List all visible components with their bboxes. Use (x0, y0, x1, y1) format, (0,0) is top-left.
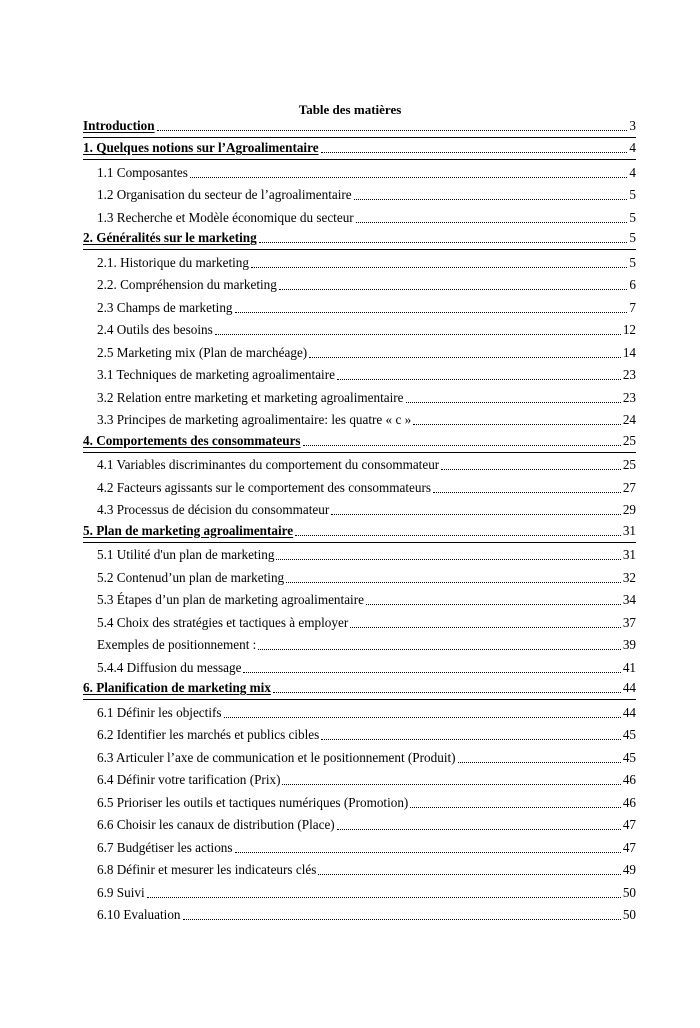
toc-entry-link[interactable] (97, 772, 636, 790)
dot-leader (433, 491, 621, 493)
dot-leader (190, 176, 628, 178)
toc-entry[interactable] (83, 745, 636, 768)
toc-entry-page-number: 25 (622, 457, 636, 472)
toc-entry[interactable] (83, 813, 636, 836)
toc-entry-link[interactable] (83, 680, 636, 700)
toc-entry[interactable] (83, 610, 636, 633)
toc-entry[interactable] (83, 453, 636, 476)
toc-entry-page-number: 47 (622, 839, 636, 855)
toc-entry-link[interactable] (97, 705, 636, 723)
dot-leader (458, 761, 621, 763)
toc-entry-link[interactable] (97, 615, 636, 633)
toc-entry[interactable] (83, 633, 636, 656)
toc-entry-page-number: 5 (629, 254, 636, 270)
toc-entry-label: 5.4.4 Diffusion du message (97, 659, 242, 675)
toc-entry[interactable] (83, 520, 636, 543)
toc-entry-label: 2.5 Marketing mix (Plan de marchéage) (97, 344, 308, 360)
toc-entry-link[interactable] (83, 230, 636, 250)
toc-entry[interactable] (83, 138, 636, 161)
toc-entry-link[interactable] (97, 165, 636, 183)
dot-leader (183, 918, 621, 920)
toc-entry[interactable] (83, 340, 636, 363)
toc-entry-link[interactable] (97, 660, 636, 678)
toc-entry-label: 6.6 Choisir les canaux de distribution (Place) (97, 817, 335, 832)
toc-entry[interactable] (83, 115, 636, 138)
table-of-contents (83, 115, 636, 925)
toc-entry[interactable] (83, 430, 636, 453)
toc-entry[interactable] (83, 858, 636, 881)
toc-entry-page-number: 41 (622, 659, 636, 675)
toc-entry-page-number: 37 (622, 614, 636, 630)
toc-entry-page-number: 31 (622, 547, 636, 562)
toc-entry-page-number: 6 (629, 277, 636, 292)
toc-entry-page-number: 46 (622, 794, 636, 810)
dot-leader (279, 288, 628, 290)
toc-entry[interactable] (83, 408, 636, 431)
toc-entry-label: 6.5 Prioriser les outils et tactiques numériques (Promotion) (97, 794, 409, 810)
toc-entry-page-number: 4 (629, 140, 636, 155)
toc-entry[interactable] (83, 205, 636, 228)
toc-entry-link[interactable] (97, 750, 636, 768)
toc-entry-label: 6.10 Evaluation (97, 907, 181, 922)
toc-entry[interactable] (83, 228, 636, 251)
toc-entry-link[interactable] (97, 412, 636, 430)
toc-entry-label: 4.3 Processus de décision du consommateur (97, 502, 330, 517)
toc-entry-label: Introduction (83, 117, 155, 133)
toc-entry[interactable] (83, 295, 636, 318)
dot-leader (259, 241, 628, 243)
toc-entry-label: 2.3 Champs de marketing (97, 299, 233, 315)
toc-entry-link[interactable] (97, 277, 636, 295)
toc-entry-page-number: 25 (622, 432, 636, 448)
toc-entry-label: 5.3 Étapes d’un plan de marketing agroalimentaire (97, 592, 364, 607)
dot-leader (303, 444, 621, 446)
toc-entry-label: 3.1 Techniques de marketing agroalimentaire (97, 367, 335, 382)
toc-entry-link[interactable] (97, 637, 636, 655)
toc-entry[interactable] (83, 588, 636, 611)
toc-entry-page-number: 5 (629, 209, 636, 225)
dot-leader (321, 738, 621, 740)
dot-leader (243, 671, 620, 673)
toc-entry[interactable] (83, 835, 636, 858)
toc-entry[interactable] (83, 273, 636, 296)
toc-entry-label: 4.1 Variables discriminantes du comportement du consommateur (97, 457, 440, 472)
toc-entry-label: 3.3 Principes de marketing agroalimentaire: les quatre « c » (97, 412, 412, 427)
toc-entry-link[interactable] (97, 840, 636, 858)
toc-entry[interactable] (83, 318, 636, 341)
toc-entry[interactable] (83, 250, 636, 273)
toc-entry-link[interactable] (97, 817, 636, 835)
toc-entry-page-number: 12 (622, 322, 636, 337)
toc-entry-page-number: 5 (629, 187, 636, 202)
toc-entry[interactable] (83, 678, 636, 701)
dot-leader (282, 783, 620, 785)
toc-entry-label: 1.1 Composantes (97, 164, 188, 180)
toc-entry-label: 4. Comportements des consommateurs (83, 432, 301, 448)
toc-entry-page-number: 32 (622, 569, 636, 585)
toc-entry-label: 1.2 Organisation du secteur de l’agroalimentaire (97, 187, 352, 202)
toc-entry-page-number: 5 (629, 230, 636, 245)
toc-entry-link[interactable] (97, 885, 636, 903)
toc-entry-label: 5. Plan de marketing agroalimentaire (83, 522, 294, 538)
dot-leader (331, 513, 621, 515)
toc-entry-label: Exemples de positionnement : (97, 637, 257, 652)
toc-entry-label: 6.7 Budgétiser les actions (97, 839, 233, 855)
toc-entry-link[interactable] (97, 322, 636, 340)
toc-title: Table des matières (298, 102, 402, 117)
dot-leader (286, 581, 621, 583)
dot-leader (235, 851, 621, 853)
toc-entry-link[interactable] (97, 187, 636, 205)
toc-entry-label: 6.3 Articuler l’axe de communication et le positionnement (Produit) (97, 749, 456, 765)
dot-leader (350, 626, 621, 628)
dot-leader (273, 691, 621, 693)
dot-leader (295, 534, 621, 536)
toc-entry-link[interactable] (83, 523, 636, 543)
toc-entry-link[interactable] (97, 367, 636, 385)
toc-entry-link[interactable] (97, 300, 636, 318)
dot-leader (413, 423, 621, 425)
dot-leader (251, 266, 627, 268)
toc-entry-label: 6.1 Définir les objectifs (97, 704, 222, 720)
toc-entry[interactable] (83, 768, 636, 791)
toc-entry-label: 6.2 Identifier les marchés et publics cibles (97, 727, 320, 742)
dot-leader (441, 468, 621, 470)
toc-entry[interactable] (83, 565, 636, 588)
toc-entry-label: 2.1. Historique du marketing (97, 254, 249, 270)
toc-entry-page-number: 14 (622, 344, 636, 360)
toc-entry-page-number: 23 (622, 367, 636, 382)
toc-entry-label: 6.4 Définir votre tarification (Prix) (97, 772, 281, 787)
toc-entry-link[interactable] (97, 547, 636, 565)
toc-entry-link[interactable] (83, 433, 636, 453)
toc-entry-page-number: 44 (622, 680, 636, 695)
toc-entry-label: 5.1 Utilité d'un plan de marketing (97, 547, 275, 562)
toc-entry[interactable] (83, 903, 636, 926)
toc-entry-page-number: 29 (622, 502, 636, 517)
toc-entry-page-number: 47 (622, 817, 636, 832)
dot-leader (356, 221, 628, 223)
toc-entry[interactable] (83, 723, 636, 746)
toc-entry-link[interactable] (97, 457, 636, 475)
toc-entry-link[interactable] (97, 727, 636, 745)
toc-entry[interactable] (83, 655, 636, 678)
toc-entry-link[interactable] (83, 118, 636, 138)
dot-leader (157, 129, 628, 131)
dot-leader (309, 356, 621, 358)
toc-entry-link[interactable] (97, 907, 636, 925)
toc-entry-link[interactable] (97, 795, 636, 813)
dot-leader (337, 828, 621, 830)
toc-entry[interactable] (83, 475, 636, 498)
toc-entry-label: 4.2 Facteurs agissants sur le comportement des consommateurs (97, 479, 432, 495)
toc-entry[interactable] (83, 543, 636, 566)
dot-leader (406, 401, 621, 403)
toc-entry-page-number: 7 (629, 299, 636, 315)
dot-leader (318, 873, 620, 875)
toc-entry-link[interactable] (97, 862, 636, 880)
toc-entry-link[interactable] (97, 480, 636, 498)
toc-entry-link[interactable] (97, 210, 636, 228)
toc-entry-label: 3.2 Relation entre marketing et marketing agroalimentaire (97, 389, 404, 405)
dot-leader (224, 716, 621, 718)
toc-entry-page-number: 39 (622, 637, 636, 652)
toc-entry-page-number: 49 (622, 862, 636, 877)
toc-entry[interactable] (83, 363, 636, 386)
toc-entry-page-number: 24 (622, 412, 636, 427)
toc-entry-page-number: 23 (622, 389, 636, 405)
toc-entry-page-number: 44 (622, 704, 636, 720)
toc-entry-label: 6.9 Suivi (97, 884, 145, 900)
toc-entry-label: 2. Généralités sur le marketing (83, 230, 257, 245)
dot-leader (354, 198, 628, 200)
toc-entry-link[interactable] (83, 140, 636, 160)
toc-entry[interactable] (83, 498, 636, 521)
toc-entry-page-number: 27 (622, 479, 636, 495)
toc-entry-label: 6. Planification de marketing mix (83, 680, 271, 695)
dot-leader (215, 333, 621, 335)
dot-leader (410, 806, 620, 808)
toc-entry[interactable] (83, 385, 636, 408)
dot-leader (147, 896, 621, 898)
toc-entry-label: 2.2. Compréhension du marketing (97, 277, 277, 292)
toc-entry-page-number: 4 (629, 164, 636, 180)
toc-entry-page-number: 34 (622, 592, 636, 607)
toc-entry-link[interactable] (97, 390, 636, 408)
toc-entry-page-number: 50 (622, 884, 636, 900)
toc-entry[interactable] (83, 880, 636, 903)
toc-entry-page-number: 45 (622, 727, 636, 742)
dot-leader (276, 558, 620, 560)
dot-leader (321, 151, 628, 153)
toc-entry-link[interactable] (97, 345, 636, 363)
toc-entry[interactable] (83, 160, 636, 183)
dot-leader (235, 311, 628, 313)
dot-leader (366, 603, 621, 605)
toc-entry-page-number: 46 (622, 772, 636, 787)
toc-entry-page-number: 31 (622, 522, 636, 538)
toc-entry-label: 5.4 Choix des stratégies et tactiques à employer (97, 614, 349, 630)
toc-entry-label: 2.4 Outils des besoins (97, 322, 213, 337)
toc-entry-page-number: 50 (622, 907, 636, 922)
toc-entry-page-number: 45 (622, 749, 636, 765)
toc-entry-label: 6.8 Définir et mesurer les indicateurs clés (97, 862, 317, 877)
dot-leader (258, 648, 620, 650)
toc-entry[interactable] (83, 790, 636, 813)
toc-entry-link[interactable] (97, 255, 636, 273)
toc-entry-page-number: 3 (629, 117, 636, 133)
toc-entry-link[interactable] (97, 502, 636, 520)
toc-entry-link[interactable] (97, 592, 636, 610)
toc-entry-label: 5.2 Contenud’un plan de marketing (97, 569, 285, 585)
toc-entry-label: 1. Quelques notions sur l’Agroalimentaire (83, 140, 319, 155)
toc-entry[interactable] (83, 183, 636, 206)
toc-entry[interactable] (83, 700, 636, 723)
toc-entry-link[interactable] (97, 570, 636, 588)
dot-leader (337, 378, 621, 380)
toc-entry-label: 1.3 Recherche et Modèle économique du secteur (97, 209, 354, 225)
